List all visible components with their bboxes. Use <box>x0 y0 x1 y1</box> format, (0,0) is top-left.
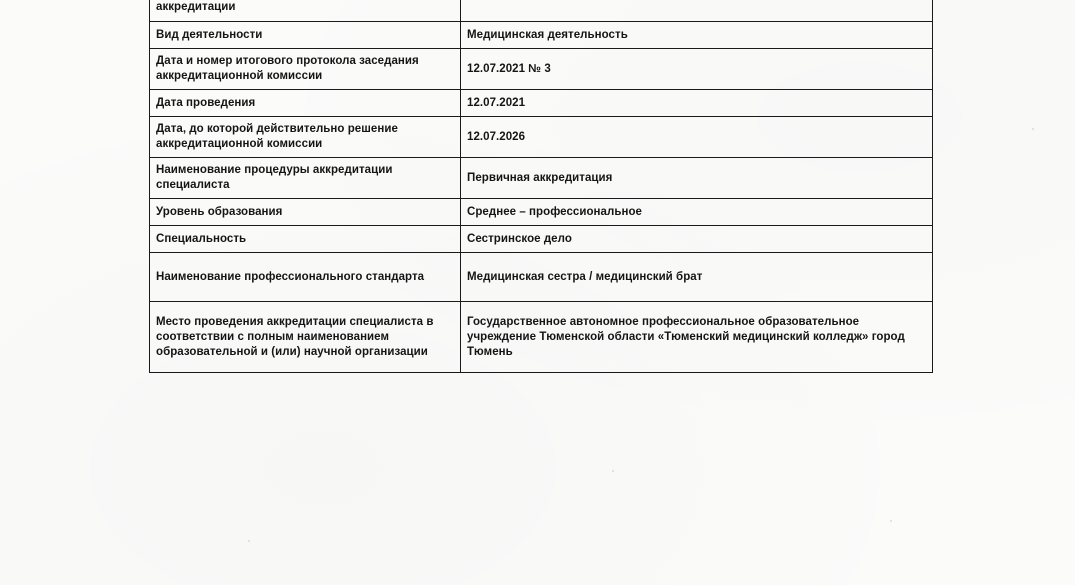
row-label: Дата и номер итогового протокола заседания аккредитационной комиссии <box>150 49 461 90</box>
row-value: 12.07.2026 <box>461 117 933 158</box>
scan-speck <box>612 470 614 472</box>
row-value: Государственное автономное профессиональное образовательное учреждение Тюменской области «Тюменский медицинский колледж» город Тюмень <box>461 302 933 373</box>
scan-speck <box>1032 128 1034 130</box>
table-row <box>150 158 933 199</box>
table-row <box>150 0 933 22</box>
table-row <box>150 226 933 253</box>
row-label: Наименование профессионального стандарта <box>150 253 461 302</box>
row-label-text: аккредитации <box>156 0 236 13</box>
table-row <box>150 302 933 373</box>
table-row <box>150 22 933 49</box>
row-label: Место проведения аккредитации специалиста в соответствии с полным наименованием образовательной и (или) научной организации <box>150 302 461 373</box>
row-value: Медицинская деятельность <box>461 22 933 49</box>
row-value: Первичная аккредитация <box>461 158 933 199</box>
row-label: Дата, до которой действительно решение аккредитационной комиссии <box>150 117 461 158</box>
row-label: Специальность <box>150 226 461 253</box>
row-value <box>461 0 933 22</box>
row-value: Медицинская сестра / медицинский брат <box>461 253 933 302</box>
row-label: Дата проведения <box>150 90 461 117</box>
table-row <box>150 49 933 90</box>
row-label: Уровень образования <box>150 199 461 226</box>
row-value: Сестринское дело <box>461 226 933 253</box>
row-label: Наименование процедуры аккредитации специалиста <box>150 158 461 199</box>
table-row <box>150 117 933 158</box>
row-value: Среднее – профессиональное <box>461 199 933 226</box>
accreditation-info-table <box>149 0 933 373</box>
scan-speck <box>890 520 892 522</box>
row-value: 12.07.2021 № 3 <box>461 49 933 90</box>
table-row <box>150 253 933 302</box>
table-row <box>150 199 933 226</box>
table-row <box>150 90 933 117</box>
row-value: 12.07.2021 <box>461 90 933 117</box>
row-label: Вид деятельности <box>150 22 461 49</box>
scan-speck <box>248 540 250 542</box>
row-label <box>150 0 461 22</box>
